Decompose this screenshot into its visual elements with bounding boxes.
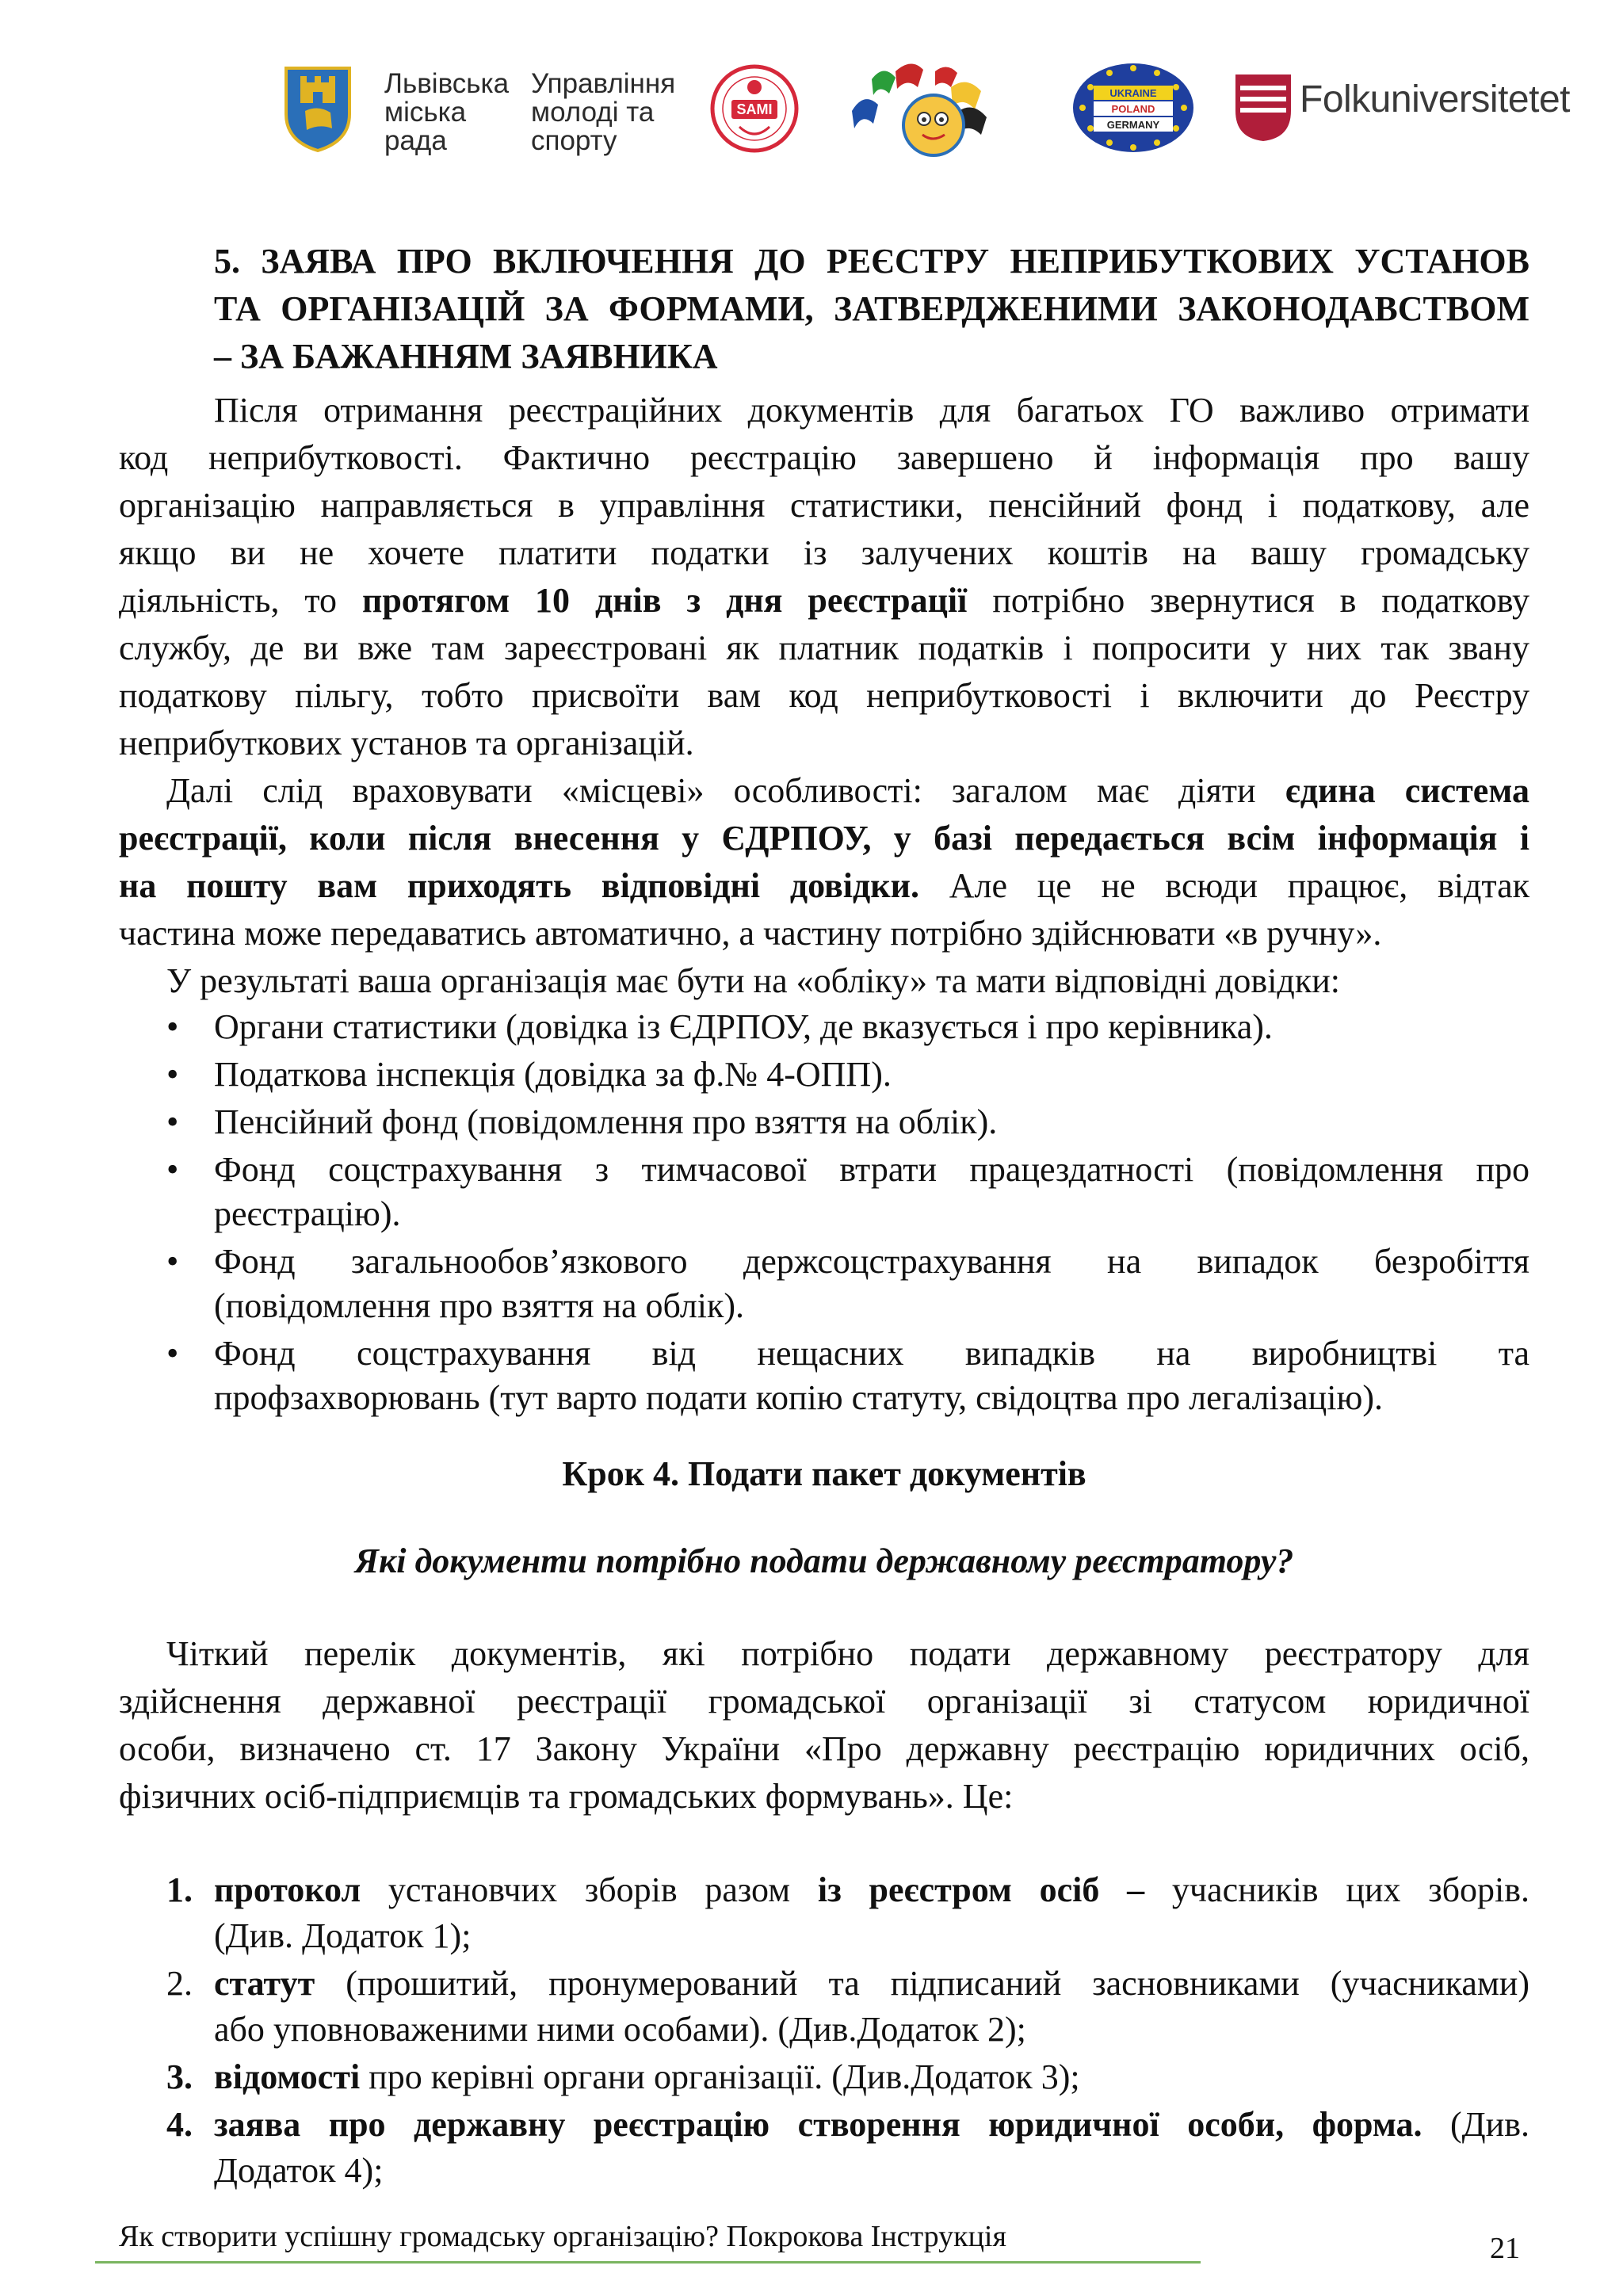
folkuniversitetet-mark-icon: [1232, 71, 1294, 143]
lviv-coat-of-arms-icon: [283, 65, 353, 152]
list-item: [214, 1866, 1529, 1914]
bullet-icon: •: [166, 1334, 179, 1373]
list-number: 2.: [166, 1964, 193, 2003]
emphasis-text: статут: [214, 1964, 315, 2003]
paragraph-line: Після отримання реєстраційних документів для багатьох ГО важливо отримати: [214, 391, 1529, 430]
bullet-icon: •: [166, 1150, 179, 1189]
upg-label-ukraine: UKRAINE: [1109, 87, 1157, 99]
list-item-continuation: Додаток 4);: [214, 2151, 384, 2190]
lviv-council-logo-text: Львівська міська рада: [384, 68, 510, 156]
list-item: [214, 2101, 1529, 2149]
emphasis-text: відомості: [214, 2057, 361, 2096]
text-span: учасників цих зборів.: [1144, 1870, 1529, 1909]
emphasis-text: протокол: [214, 1870, 361, 1909]
text-span: установчих зборів разом: [361, 1870, 818, 1909]
list-item-continuation: (повідомлення про взяття на облік).: [214, 1286, 745, 1325]
list-number: 3.: [166, 2057, 193, 2096]
list-item-continuation: (Див. Додаток 1);: [214, 1916, 472, 1955]
bullet-icon: •: [166, 1102, 179, 1141]
bullet-icon: •: [166, 1055, 179, 1094]
paragraph-line: [119, 577, 1529, 625]
paragraph-line: організацію направляється в управління статистики, пенсійний фонд і податкову, але: [119, 486, 1529, 525]
page-number: 21: [1490, 2232, 1520, 2265]
ukraine-poland-germany-logo: [1070, 60, 1197, 155]
emphasis-text: із реєстром осіб –: [817, 1870, 1145, 1909]
list-item: Фонд соцстрахування з тимчасової втрати працездатності (повідомлення про: [214, 1150, 1529, 1189]
paragraph-line: У результаті ваша організація має бути на «обліку» та мати відповідні довідки:: [166, 961, 1340, 1000]
list-item: Податкова інспекція (довідка за ф.№ 4-ОПП).: [214, 1055, 892, 1094]
section-title-line: – ЗА БАЖАННЯМ ЗАЯВНИКА: [214, 337, 718, 376]
step-question: Які документи потрібно подати державному реєстратору?: [354, 1541, 1294, 1580]
paragraph-line: фізичних осіб-підприємців та громадських формувань». Це:: [119, 1777, 1014, 1816]
paragraph-line: службу, де ви вже там зареєстровані як платник податків і попросити у них так звану: [119, 628, 1529, 667]
upg-label-poland: POLAND: [1111, 103, 1155, 115]
list-number: 1.: [166, 1870, 193, 1909]
paragraph-line: код неприбутковості. Фактично реєстрацію завершено й інформація про вашу: [119, 438, 1529, 477]
list-item: [214, 2053, 1529, 2101]
paragraph-line: неприбуткових установ та організацій.: [119, 724, 694, 762]
text-span: (Див.: [1422, 2105, 1529, 2144]
list-item-continuation: профзахворювань (тут варто подати копію статуту, свідоцтва про легалізацію).: [214, 1378, 1383, 1417]
emphasis-deadline: протягом 10 днів з дня реєстрації: [361, 581, 968, 620]
paragraph-line: податкову пільгу, тобто присвоїти вам код неприбутковості і включити до Реєстру: [119, 676, 1529, 715]
footer-title: Як створити успішну громадську організацію? Покрокова Інструкція: [119, 2220, 1006, 2253]
list-number: 4.: [166, 2105, 193, 2144]
special-olympics-sami-logo: [709, 63, 800, 155]
text-span: діяльність, то: [119, 581, 362, 620]
header-logos: [0, 55, 1623, 159]
list-item: Фонд соцстрахування від нещасних випадків на виробництві та: [214, 1334, 1529, 1373]
flags-globe-mascot-logo: [840, 55, 1002, 162]
folkuniversitetet-logo-text: Folkuniversitetet: [1300, 78, 1570, 120]
footer-divider: [95, 2261, 1201, 2264]
emphasis-text: заява про державну реєстрацію створення юридичної особи, форма.: [214, 2105, 1423, 2144]
emphasis-text: єдина система: [1285, 771, 1529, 810]
emphasis-text: на пошту вам приходять відповідні довідки.: [119, 866, 919, 905]
youth-sport-dept-logo-text: Управління молоді та спорту: [531, 68, 676, 156]
paragraph-line: [166, 767, 1529, 815]
list-item: Органи статистики (довідка із ЄДРПОУ, де вказується і про керівника).: [214, 1007, 1273, 1046]
step-title: Крок 4. Подати пакет документів: [562, 1454, 1086, 1493]
text-span: про керівні органи організації. (Див.Додаток 3);: [360, 2057, 1080, 2096]
paragraph-line: частина може передаватись автоматично, а частину потрібно здійснювати «в ручну».: [119, 914, 1382, 953]
list-item-continuation: реєстрацію).: [214, 1194, 401, 1233]
text-span: Але це не всюди працює, відтак: [919, 866, 1530, 905]
paragraph-line: Чіткий перелік документів, які потрібно подати державному реєстратору для: [166, 1634, 1529, 1673]
section-title-line: 5. ЗАЯВА ПРО ВКЛЮЧЕННЯ ДО РЕЄСТРУ НЕПРИБУТКОВИХ УСТАНОВ: [214, 242, 1529, 281]
text-span: потрібно звернутися в податкову: [967, 581, 1529, 620]
list-item-continuation: або уповноваженими ними особами). (Див.Додаток 2);: [214, 2010, 1026, 2049]
bullet-icon: •: [166, 1007, 179, 1046]
sami-label: SAMI: [736, 101, 773, 117]
bullet-icon: •: [166, 1242, 179, 1281]
section-title-line: ТА ОРГАНІЗАЦІЙ ЗА ФОРМАМИ, ЗАТВЕРДЖЕНИМИ ЗАКОНОДАВСТВОМ: [214, 289, 1529, 328]
paragraph-line: якщо ви не хочете платити податки із залучених коштів на вашу громадську: [119, 533, 1529, 572]
text-span: Далі слід враховувати «місцеві» особливості: загалом має діяти: [166, 771, 1285, 810]
upg-label-germany: GERMANY: [1106, 119, 1160, 131]
paragraph-line: [119, 862, 1529, 910]
text-span: (прошитий, пронумерований та підписаний засновниками (учасниками): [315, 1964, 1529, 2003]
paragraph-line: реєстрації, коли після внесення у ЄДРПОУ, у базі передається всім інформація і: [119, 819, 1529, 858]
list-item: [214, 1960, 1529, 2008]
paragraph-line: здійснення державної реєстрації громадської організації зі статусом юридичної: [119, 1682, 1529, 1721]
list-item: Пенсійний фонд (повідомлення про взяття на облік).: [214, 1102, 998, 1141]
paragraph-line: особи, визначено ст. 17 Закону України «Про державну реєстрацію юридичних осіб,: [119, 1729, 1529, 1768]
list-item: Фонд загальнообов’язкового держсоцстрахування на випадок безробіття: [214, 1242, 1529, 1281]
